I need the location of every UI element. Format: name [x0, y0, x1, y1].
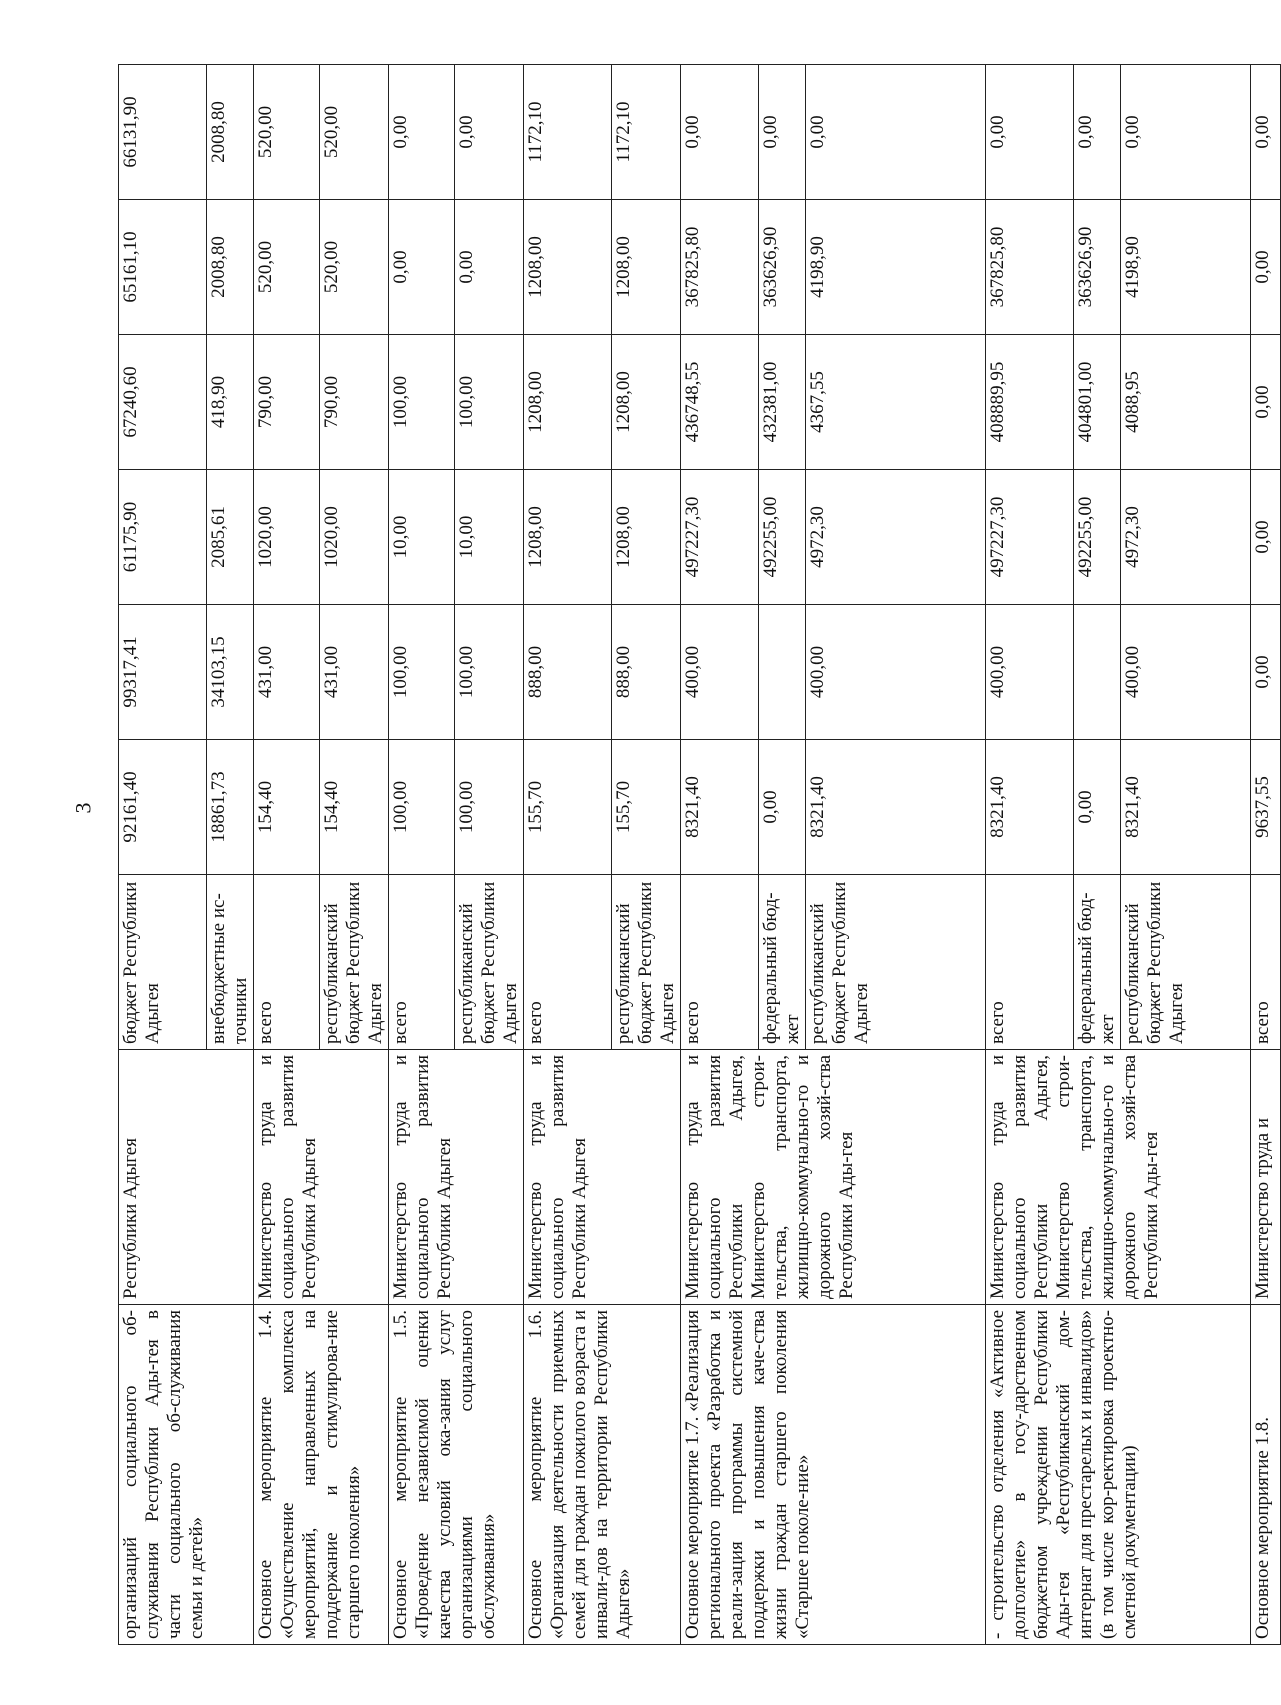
funding-source-cell: федеральный бюд-жет: [1074, 875, 1121, 1050]
table-row: [681, 65, 759, 1645]
amount-cell-year-5: 4198,90: [806, 200, 986, 335]
amount-cell-year-5: 0,00: [389, 200, 455, 335]
amount-cell-year-6: 520,00: [254, 65, 320, 200]
amount-cell-year-3: 4972,30: [806, 470, 986, 605]
amount-cell-year-6: 0,00: [389, 65, 455, 200]
table-row: [986, 65, 1074, 1645]
amount-cell-year-1: 100,00: [389, 740, 455, 875]
amount-cell-year-4: 100,00: [389, 335, 455, 470]
amount-cell-year-1: 0,00: [1074, 740, 1121, 875]
amount-cell-year-2: [1074, 605, 1121, 740]
measure-cell: Основное мероприятие 1.5. «Проведение независимой оценки качества условий ока-зания услуг организациями социального обслуживания»: [389, 1305, 524, 1645]
amount-cell-year-2: 34103,15: [207, 605, 254, 740]
amount-cell-year-6: 520,00: [320, 65, 389, 200]
funding-source-cell: всего: [389, 875, 455, 1050]
funding-source-cell: республиканский бюджет Республики Адыгея: [320, 875, 389, 1050]
amount-cell-year-2: [759, 605, 806, 740]
funding-source-cell: всего: [524, 875, 612, 1050]
amount-cell-year-2: 400,00: [1121, 605, 1251, 740]
amount-cell-year-6: 66131,90: [119, 65, 207, 200]
amount-cell-year-5: 1208,00: [612, 200, 681, 335]
executor-cell: Республики Адыгея: [119, 1050, 254, 1305]
executor-cell: Министерство труда и социального развития Республики Адыгея: [524, 1050, 681, 1305]
amount-cell-year-1: 8321,40: [806, 740, 986, 875]
amount-cell-year-3: 0,00: [1251, 470, 1281, 605]
amount-cell-year-4: 4088,95: [1121, 335, 1251, 470]
amount-cell-year-3: 1208,00: [612, 470, 681, 605]
amount-cell-year-2: 888,00: [524, 605, 612, 740]
amount-cell-year-2: 100,00: [389, 605, 455, 740]
amount-cell-year-4: 418,90: [207, 335, 254, 470]
funding-source-cell: федеральный бюд-жет: [759, 875, 806, 1050]
amount-cell-year-1: 8321,40: [1121, 740, 1251, 875]
executor-cell: Министерство труда и социального развития Республики Адыгея: [389, 1050, 524, 1305]
amount-cell-year-2: 100,00: [455, 605, 524, 740]
budget-table: [118, 64, 1281, 1645]
amount-cell-year-1: 8321,40: [986, 740, 1074, 875]
amount-cell-year-1: 154,40: [254, 740, 320, 875]
amount-cell-year-3: 10,00: [389, 470, 455, 605]
amount-cell-year-3: 492255,00: [759, 470, 806, 605]
amount-cell-year-4: 1208,00: [612, 335, 681, 470]
executor-cell: Министерство труда и социального развития Республики Адыгея, Министерство строи-тельства, транспорта, жилищно-коммунально-го и дорожного хозяй-ства Республики Ады-гея: [681, 1050, 986, 1305]
table-row: [119, 65, 207, 1645]
measure-cell: Основное мероприятие 1.4. «Осуществление комплекса мероприятий, направленных на поддержание и стимулирова-ние старшего поколения»: [254, 1305, 389, 1645]
amount-cell-year-4: 67240,60: [119, 335, 207, 470]
table-row: [524, 65, 612, 1645]
amount-cell-year-1: 9637,55: [1251, 740, 1281, 875]
amount-cell-year-3: 2085,61: [207, 470, 254, 605]
amount-cell-year-4: 408889,95: [986, 335, 1074, 470]
amount-cell-year-6: 1172,10: [612, 65, 681, 200]
funding-source-cell: республиканский бюджет Республики Адыгея: [612, 875, 681, 1050]
amount-cell-year-1: 92161,40: [119, 740, 207, 875]
funding-source-cell: республиканский бюджет Республики Адыгея: [455, 875, 524, 1050]
amount-cell-year-3: 1020,00: [320, 470, 389, 605]
amount-cell-year-6: 0,00: [759, 65, 806, 200]
measure-cell: организаций социального об-служивания Республики Ады-гея в части социального об-служивания семьи и детей»: [119, 1305, 254, 1645]
funding-source-cell: республиканский бюджет Республики Адыгея: [806, 875, 986, 1050]
amount-cell-year-1: 155,70: [612, 740, 681, 875]
funding-source-cell: всего: [986, 875, 1074, 1050]
funding-source-cell: всего: [254, 875, 320, 1050]
amount-cell-year-4: 436748,55: [681, 335, 759, 470]
measure-cell: Основное мероприятие 1.6. «Организация деятельности приемных семей для граждан пожилого возраста и инвали-дов на территории Республики Адыгея»: [524, 1305, 681, 1645]
amount-cell-year-2: 400,00: [681, 605, 759, 740]
amount-cell-year-5: 520,00: [320, 200, 389, 335]
amount-cell-year-5: 65161,10: [119, 200, 207, 335]
amount-cell-year-5: 520,00: [254, 200, 320, 335]
amount-cell-year-2: 99317,41: [119, 605, 207, 740]
amount-cell-year-5: 0,00: [455, 200, 524, 335]
amount-cell-year-3: 61175,90: [119, 470, 207, 605]
funding-source-cell: республиканский бюджет Республики Адыгея: [1121, 875, 1251, 1050]
amount-cell-year-1: 0,00: [759, 740, 806, 875]
amount-cell-year-6: 0,00: [681, 65, 759, 200]
amount-cell-year-5: 363626,90: [759, 200, 806, 335]
table-body: [119, 65, 1281, 1645]
amount-cell-year-3: 492255,00: [1074, 470, 1121, 605]
amount-cell-year-4: 790,00: [320, 335, 389, 470]
amount-cell-year-3: 497227,30: [681, 470, 759, 605]
amount-cell-year-2: 400,00: [806, 605, 986, 740]
amount-cell-year-4: 4367,55: [806, 335, 986, 470]
amount-cell-year-2: 0,00: [1251, 605, 1281, 740]
amount-cell-year-1: 8321,40: [681, 740, 759, 875]
measure-cell: - строительство отделения «Активное долголетие» в госу-дарственном бюджетном учреждении Республики Ады-гея «Республиканский дом-интернат для престарелых и инвалидов» (в том числе кор-ректировка проектно-сметной документации): [986, 1305, 1251, 1645]
amount-cell-year-3: 1208,00: [524, 470, 612, 605]
executor-cell: Министерство труда и социального развития Республики Адыгея: [254, 1050, 389, 1305]
amount-cell-year-1: 100,00: [455, 740, 524, 875]
amount-cell-year-1: 155,70: [524, 740, 612, 875]
amount-cell-year-6: 0,00: [806, 65, 986, 200]
funding-source-cell: бюджет Республики Адыгея: [119, 875, 207, 1050]
amount-cell-year-3: 4972,30: [1121, 470, 1251, 605]
amount-cell-year-1: 154,40: [320, 740, 389, 875]
funding-source-cell: всего: [681, 875, 759, 1050]
amount-cell-year-4: 100,00: [455, 335, 524, 470]
amount-cell-year-5: 367825,80: [986, 200, 1074, 335]
amount-cell-year-2: 400,00: [986, 605, 1074, 740]
funding-source-cell: всего: [1251, 875, 1281, 1050]
amount-cell-year-2: 888,00: [612, 605, 681, 740]
amount-cell-year-4: 1208,00: [524, 335, 612, 470]
funding-source-cell: внебюджетные ис-точники: [207, 875, 254, 1050]
table-row: [389, 65, 455, 1645]
table-row: [1251, 65, 1281, 1645]
page-number: 3: [70, 802, 96, 814]
amount-cell-year-4: 432381,00: [759, 335, 806, 470]
amount-cell-year-5: 367825,80: [681, 200, 759, 335]
amount-cell-year-5: 363626,90: [1074, 200, 1121, 335]
executor-cell: Министерство труда и социального развития Республики Адыгея, Министерство строи-тельства, транспорта, жилищно-коммунально-го и дорожного хозяй-ства Республики Ады-гея: [986, 1050, 1251, 1305]
amount-cell-year-6: 2008,80: [207, 65, 254, 200]
amount-cell-year-4: 404801,00: [1074, 335, 1121, 470]
rotated-table-container: [118, 65, 1273, 1645]
amount-cell-year-4: 790,00: [254, 335, 320, 470]
table-row: [254, 65, 320, 1645]
amount-cell-year-5: 4198,90: [1121, 200, 1251, 335]
amount-cell-year-5: 2008,80: [207, 200, 254, 335]
amount-cell-year-6: 0,00: [1121, 65, 1251, 200]
amount-cell-year-6: 0,00: [1074, 65, 1121, 200]
amount-cell-year-2: 431,00: [254, 605, 320, 740]
amount-cell-year-3: 1020,00: [254, 470, 320, 605]
amount-cell-year-3: 497227,30: [986, 470, 1074, 605]
amount-cell-year-3: 10,00: [455, 470, 524, 605]
amount-cell-year-6: 0,00: [986, 65, 1074, 200]
measure-cell: Основное мероприятие 1.8.: [1251, 1305, 1281, 1645]
amount-cell-year-5: 0,00: [1251, 200, 1281, 335]
amount-cell-year-5: 1208,00: [524, 200, 612, 335]
amount-cell-year-1: 18861,73: [207, 740, 254, 875]
executor-cell: Министерство труда и: [1251, 1050, 1281, 1305]
amount-cell-year-2: 431,00: [320, 605, 389, 740]
amount-cell-year-4: 0,00: [1251, 335, 1281, 470]
amount-cell-year-6: 0,00: [455, 65, 524, 200]
amount-cell-year-6: 1172,10: [524, 65, 612, 200]
measure-cell: Основное мероприятие 1.7. «Реализация регионального проекта «Разработка и реали-зация программы системной поддержки и повышения каче-ства жизни граждан старшего поколения «Старшее поколе-ние»: [681, 1305, 986, 1645]
amount-cell-year-6: 0,00: [1251, 65, 1281, 200]
